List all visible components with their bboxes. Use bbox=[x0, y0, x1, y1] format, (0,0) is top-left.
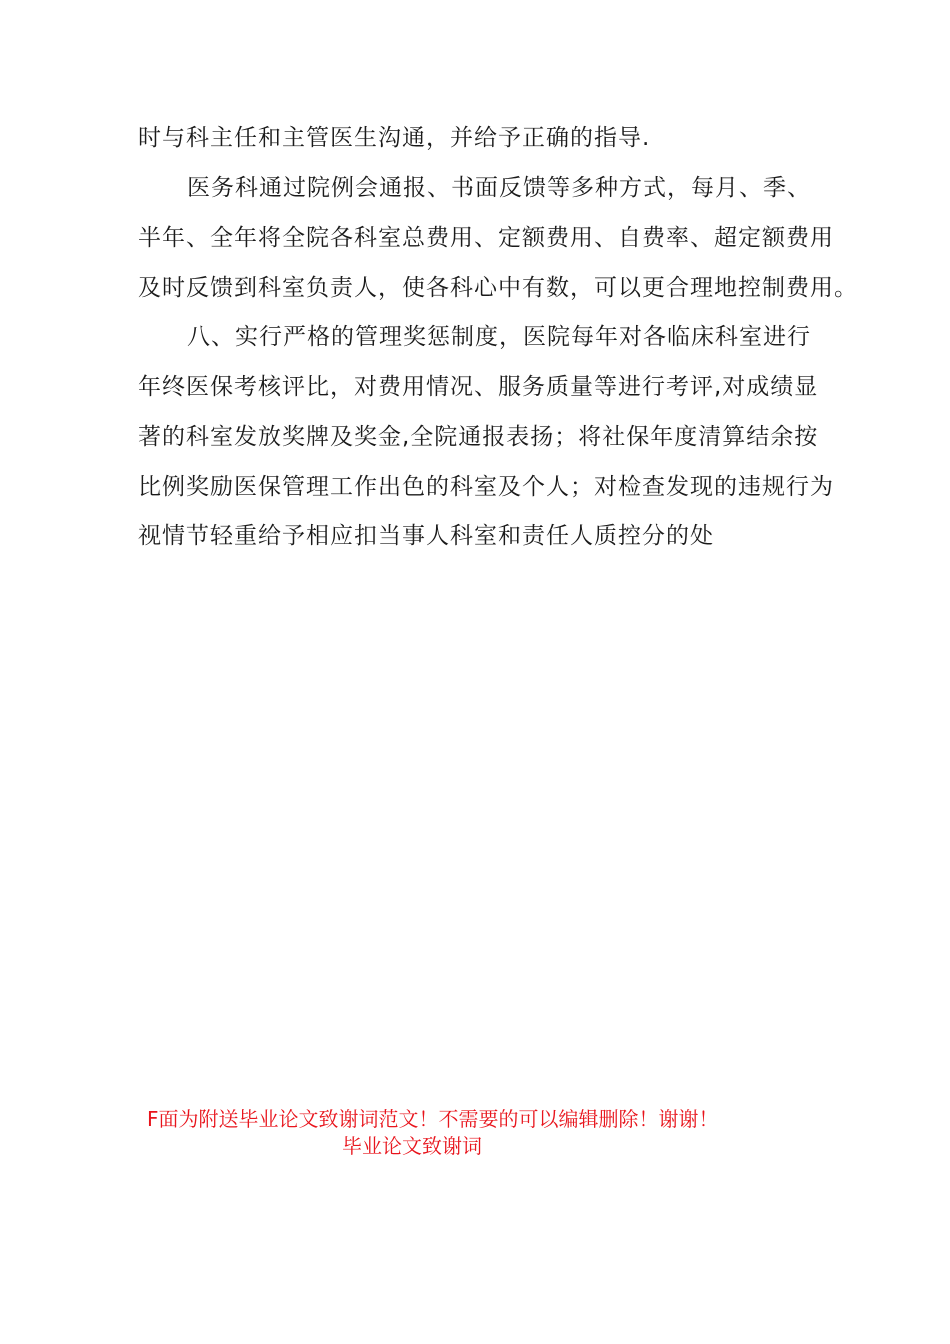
paragraph-line: 比例奖励医保管理工作出色的科室及个人；对检查发现的违规行为 bbox=[138, 474, 834, 500]
appendix-title: 毕业论文致谢词 bbox=[342, 1134, 482, 1158]
appendix-note: F面为附送毕业论文致谢词范文！不需要的可以编辑删除！谢谢！ bbox=[147, 1107, 719, 1131]
paragraph-line: 医务科通过院例会通报、书面反馈等多种方式，每月、季、 bbox=[187, 175, 811, 201]
paragraph-line: 半年、全年将全院各科室总费用、定额费用、自费率、超定额费用 bbox=[138, 225, 834, 251]
paragraph-line: 视情节轻重给予相应扣当事人科室和责任人质控分的处 bbox=[138, 523, 714, 549]
paragraph-line: 时与科主任和主管医生沟通，并给予正确的指导. bbox=[138, 125, 651, 151]
paragraph-line: 著的科室发放奖牌及奖金,全院通报表扬；将社保年度清算结余按 bbox=[138, 424, 819, 450]
paragraph-line: 及时反馈到科室负责人，使各科心中有数，可以更合理地控制费用。 bbox=[138, 275, 858, 301]
paragraph-line: 年终医保考核评比，对费用情况、服务质量等进行考评,对成绩显 bbox=[138, 374, 819, 400]
paragraph-line: 八、实行严格的管理奖惩制度，医院每年对各临床科室进行 bbox=[187, 324, 811, 350]
